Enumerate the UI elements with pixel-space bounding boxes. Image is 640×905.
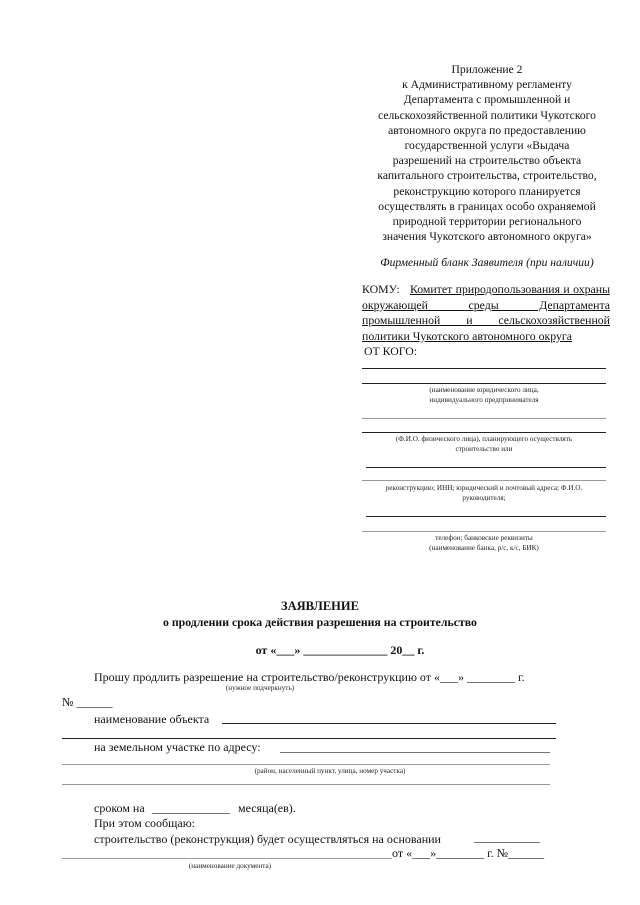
term-unit: месяца(ев). — [238, 801, 296, 815]
appendix-line: значения Чукотского автономного округа» — [382, 230, 592, 244]
caption-line: реконструкцию; ИНН; юридический и почтовый адреса; Ф.И.О. — [385, 484, 583, 492]
caption-line: руководителя; — [462, 493, 506, 502]
appendix-line: сельскохозяйственной политики Чукотского — [378, 108, 596, 122]
caption-requisites — [362, 484, 606, 503]
appendix-line: осуществлять в границах особо охраняемой — [378, 199, 596, 213]
object-name-field-2[interactable] — [62, 738, 556, 739]
addressee-name: Комитет природопользования и охраны окружающей среды Департамента промышленной и сельскохозяйственной политики Чукотского автономного округа — [362, 282, 610, 343]
from-fill-line[interactable] — [366, 467, 606, 468]
term-label: сроком на — [94, 801, 145, 815]
from-label: ОТ КОГО: — [364, 344, 418, 358]
from-fill-line[interactable] — [362, 383, 606, 384]
caption-line: (наименование банка, р/с, к/с, БИК) — [429, 543, 539, 552]
appendix-line: реконструкцию которого планируется — [393, 184, 581, 198]
addressee-block — [362, 282, 610, 344]
address-hint: (район, населенный пункт, улица, номер участка) — [254, 767, 406, 775]
document-ref[interactable]: от «___»________ г. №______ — [392, 846, 545, 860]
appendix-line: автономного округа по предоставлению — [388, 123, 586, 137]
caption-person — [362, 435, 606, 454]
appendix-line: капитального строительства, строительство, — [377, 169, 597, 183]
to-label: КОМУ: — [362, 282, 400, 296]
caption-line: (Ф.И.О. физического лица), планирующего осуществлять — [395, 435, 573, 443]
appendix-line: Приложение 2 — [451, 63, 523, 76]
underline-hint: (нужное подчеркнуть) — [225, 684, 295, 692]
appendix-line: Департамента с промышленной и — [403, 93, 571, 107]
appendix-line: государственной услуги «Выдача — [404, 139, 570, 153]
appendix-header — [360, 62, 614, 244]
request-text: Прошу продлить разрешение на строительство/реконструкцию от «___» ________ г. — [94, 670, 525, 684]
term-field[interactable]: _____________ — [152, 801, 230, 815]
statement-subtitle: о продлении срока действия разрешения на строительство — [163, 615, 477, 629]
inform-text: При этом сообщаю: — [94, 816, 195, 830]
from-fill-line[interactable] — [362, 531, 606, 532]
plot-address-field[interactable]: _____________________________________________ — [280, 740, 550, 754]
caption-line: индивидуального предпринимателя — [429, 395, 539, 404]
caption-line: (наименование юридического лица, — [429, 386, 539, 394]
document-hint: (наименование документа) — [188, 862, 272, 870]
basis-text: строительство (реконструкция) будет осуществляться на основании — [94, 832, 441, 846]
object-name-field[interactable] — [222, 723, 556, 724]
address-field-3[interactable] — [62, 784, 550, 785]
appendix-line: природной территории регионального — [392, 215, 582, 229]
appendix-line: к Административному регламенту — [402, 78, 572, 92]
from-fill-line[interactable] — [366, 516, 606, 517]
address-field-2[interactable] — [62, 764, 550, 765]
caption-legal-name — [362, 386, 606, 405]
caption-line: строительство или — [455, 444, 513, 453]
from-fill-line[interactable] — [362, 432, 606, 433]
caption-line: телефон; банковские реквизиты — [435, 534, 533, 542]
document-name-field[interactable] — [62, 858, 392, 859]
letterhead-note: Фирменный бланк Заявителя (при наличии) — [380, 256, 594, 269]
caption-bank — [362, 534, 606, 553]
object-label: наименование объекта — [94, 712, 210, 726]
from-fill-line[interactable] — [362, 418, 606, 419]
from-fill-line[interactable] — [362, 480, 606, 481]
permit-number[interactable]: № ______ — [62, 695, 113, 709]
plot-label: на земельном участке по адресу: — [94, 740, 261, 754]
statement-date: от «___» ______________ 20__ г. — [255, 643, 425, 657]
basis-field[interactable]: ___________ — [474, 830, 540, 844]
from-fill-line[interactable] — [362, 368, 606, 369]
appendix-line: разрешений на строительство объекта — [392, 154, 582, 168]
statement-title: ЗАЯВЛЕНИЕ — [281, 599, 359, 613]
